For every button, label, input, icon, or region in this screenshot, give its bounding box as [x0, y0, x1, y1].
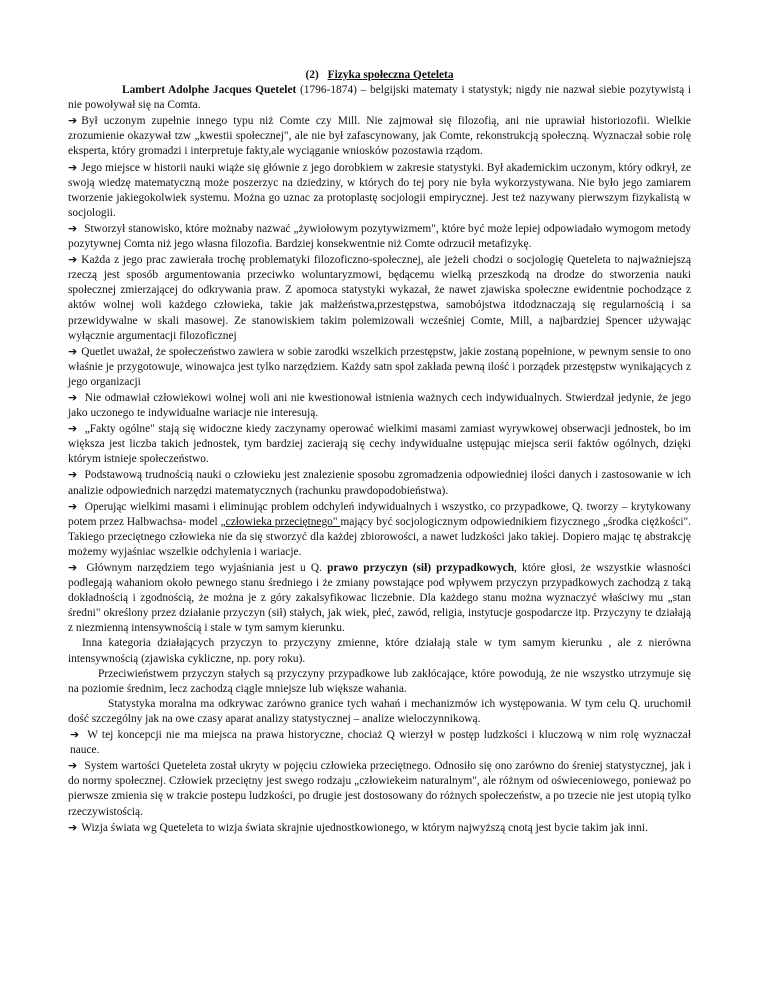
- section-title: Fizyka społeczna Qeteleta: [327, 69, 454, 81]
- section-number: (2): [305, 69, 319, 81]
- paragraph-13: Statystyka moralna ma odkrywac zarówno granice tych wahań i mechanizmów ich występowania. W tym celu Q. uruchomił dość szczególny jak na owe czasy aparat analizy statystycznej – analize wieloczynnikową.: [68, 697, 691, 725]
- section-heading: [68, 68, 691, 83]
- right-arrow-icon: ➔: [68, 390, 78, 404]
- paragraph-11: Inna kategoria działających przyczyn to przyczyny zmienne, które działają stale w tym samym kierunku , ale z nierówna intensywnością (zjawiska cykliczne, np. pory roku).: [68, 637, 691, 665]
- right-arrow-icon: ➔: [68, 820, 78, 834]
- person-name: Lambert Adolphe Jacques Quetelet: [122, 84, 297, 97]
- paragraph-3: ➔ Stworzył stanowisko, które możnaby nazwać „żywiołowym pozytywizmem", które być może lepiej odpowiadało wymogom metody pozytywnej Comta niż jego własna filozofia. Bardziej konsekwentnie niż Comte odrzucił metafizykę.: [68, 221, 691, 251]
- right-arrow-icon: ➔: [68, 422, 78, 436]
- paragraph-14: ➔ W tej koncepcji nie ma miejsca na prawa historyczne, chociaż Q wierzył w postęp ludzkości i kluczową w nim rolę wyznaczał nauce.: [70, 728, 691, 757]
- paragraph-15: ➔ System wartości Queteleta został ukryty w pojęciu człowieka przeciętnego. Odnosiło się ono zarówno do śreniej statystycznej, jak i do normy społecznej. Człowiek przeciętny jest swego rodzaju „człowiekeim naturalnym", ale różnym od oświeceniowego, ponieważ po pierwsze zmienia się w trakcie postepu ludzkości, po drugie jest dostosowany do różnych społeczeństw, a po trzecie nie jest utopią tylko rzeczywistością.: [68, 759, 691, 818]
- paragraph-4: ➔ Każda z jego prac zawierała trochę problematyki filozoficzno-społecznej, ale jeżeli chodzi o socjologię Queteleta to najważniejszą rzeczą jest sposób argumentowania przeciwko woluntaryzmowi, będącemu wielką przeszkodą na drodze do stworzenia nauki społecznej zmierzającej do odkrywania praw. Z apomoca statystyki wykazał, że nawet zjawiska społeczne ewidentnie pochodzące z aktów wolnej woli każdego człowieka, takie jak małżeństwa,przestępstwa, samobójstwa itdodznaczają się regularnością i sa przewidywalne w skali masowej. Ze stanowiskiem takim polemizowali wcześniej Comte, Mill, a najbardziej Spencer używając wyłącznie argumentacji filozoficznej: [68, 253, 691, 342]
- right-arrow-icon: ➔: [70, 728, 80, 742]
- paragraph-9: ➔ Operując wielkimi masami i eliminując problem odchyleń indywidualnych i wszystko, co przypadkowe, Q. tworzy – krytykowany potem przez Halbwachsa- model „człowieka przeciętnego" mający być socjologicznym odpowiednikiem fizycznego „środka ciężkości". Takiego przeciętnego człowieka nie da się stworzyć dla każdej zbiorowości, a nawet ludzkości jako takiej. Dopiero mając tę abstrakcję możemy wyjaśniac wszelkie odchylenia i wariacje.: [68, 499, 691, 558]
- right-arrow-icon: ➔: [68, 221, 78, 235]
- average-man-term: „człowieka przeciętnego": [220, 515, 341, 528]
- right-arrow-icon: ➔: [68, 759, 78, 773]
- paragraph-1: ➔ Był uczonym zupełnie innego typu niż Comte czy Mill. Nie zajmował się filozofią, ani nie uprawiał historiozofii. Wielkie zrozumienie okazywał tzw „kwestii społecznej", ale nie był zafascynowany, jak Comte, rekonstrukcją społeczną. Wyznaczał sobie rolę eksperta, który gromadzi i interpretuje fakty,ale wyciąganie wniosków pozostawia rządom.: [68, 114, 691, 158]
- paragraph-8: ➔ Podstawową trudnością nauki o człowieku jest znalezienie sposobu zgromadzenia odpowiedniej ilości danych i zastosowanie w ich analizie odpowiednich narzędzi matematycznych (rachunku prawdopodobieństwa).: [68, 468, 691, 497]
- right-arrow-icon: ➔: [68, 253, 78, 267]
- paragraph-12: Przeciwieństwem przyczyn stałych są przyczyny przypadkowe lub zakłócające, które powodują, że nie wszystko utrzymuje się na poziomie średnim, lecz zachodzą ciągle mniejsze lub większe wahania.: [68, 667, 691, 695]
- right-arrow-icon: ➔: [68, 499, 78, 513]
- right-arrow-icon: ➔: [68, 160, 78, 174]
- right-arrow-icon: ➔: [68, 468, 78, 482]
- paragraph-5: ➔ Quetlet uważał, że społeczeństwo zawiera w sobie zarodki wszelkich przestępstw, jakie zostaną popełnione, w pewnym sensie to ono właśnie je przygotowuje, winowajca jest tylko narzędziem. Każdy satn społ zakłada pewną ilość i porządek przestępstw wynikających z jego organizacji: [68, 344, 691, 388]
- law-of-accidental-causes: prawo przyczyn (sił) przypadkowych: [327, 562, 515, 574]
- paragraph-6: ➔ Nie odmawiał człowiekowi wolnej woli ani nie kwestionował istnienia ważnych cech indywidualnych. Stwierdzał jedynie, że jego jako uczonego te indywidualne wariacje nie interesują.: [68, 390, 691, 420]
- paragraph-7: ➔ „Fakty ogólne" stają się widoczne kiedy zaczynamy operować wielkimi masami zamiast wyrywkowej obserwacji jednostek, bo im większa jest liczba takich jednostek, tym bardziej zacierają się cechy indywidualne ustępując miejsca serii faktów ogólnych, dzięki którym istnieje społeczeństwo.: [68, 422, 691, 466]
- right-arrow-icon: ➔: [68, 561, 78, 574]
- right-arrow-icon: ➔: [68, 114, 78, 128]
- document-page: [68, 68, 691, 836]
- intro-paragraph: Lambert Adolphe Jacques Quetelet (1796-1874) – belgijski matematy i statystyk; nigdy nie nazwał siebie pozytywistą i nie powoływał się na Comta.: [68, 84, 691, 112]
- right-arrow-icon: ➔: [68, 344, 78, 358]
- paragraph-16: ➔ Wizja świata wg Queteleta to wizja świata skrajnie ujednostkowionego, w którym najwyższą cnotą jest bycie takim jak inni.: [68, 820, 648, 834]
- paragraph-10: ➔ Głównym narzędziem tego wyjaśniania jest u Q. prawo przyczyn (sił) przypadkowych, które głosi, że wszystkie własności podlegają wahaniom około pewnego stanu średniego i że zmiany powstające pod wpływem przyczyn przypadkowych zachodzą z taką dokładnością i zgodnością, że można je z góry zakalsyfikowac liczebnie. Dla każdego stanu można wyznaczyć właściwy mu „stan średni" określony przez działanie przyczyn (sił) stałych, jak wiek, płeć, zawód, religia, instytucje gospodarcze itp. Przyczyny te działają z niezmienną intensywnością i stale w tym samym kierunku.: [68, 561, 692, 635]
- paragraph-2: ➔ Jego miejsce w historii nauki wiąże się głównie z jego dorobkiem w zakresie statystyki. Był akademickim uczonym, który odkrył, ze swoją wiedzę matematyczną może poszerzyc na dziedziny, w których do tej pory nie była wykorzystywana. Nie było jego zamiarem tworzenie jakiegokolwiek systemu. Można go uznac za protoplastę socjologii empirycznej. Jest też nazywany pierwszym fizykalistą w socjologii.: [68, 160, 691, 219]
